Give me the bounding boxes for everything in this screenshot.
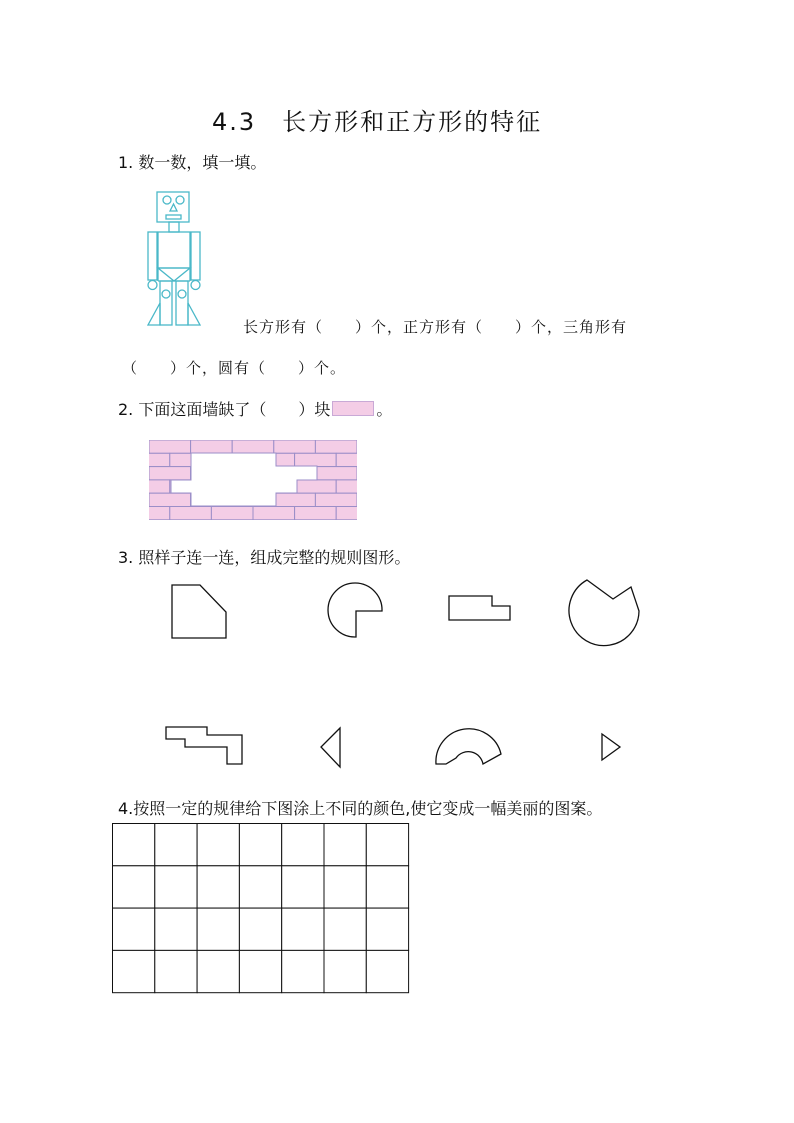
brick [232, 440, 274, 453]
question-3-label: 3. 照样子连一连，组成完整的规则图形。 [118, 548, 411, 567]
grid-cell[interactable] [324, 908, 366, 950]
robot-right-hand-circle [191, 281, 200, 290]
question-1-line-2: （ ）个，圆有（ ）个。 [122, 359, 347, 377]
brick [149, 440, 191, 453]
grid-cell[interactable] [239, 824, 281, 866]
robot-waist-triangle [158, 268, 190, 281]
robot-mouth-rect [166, 215, 181, 219]
brick [336, 453, 378, 466]
grid-cell[interactable] [282, 908, 324, 950]
question-2-label [118, 397, 392, 420]
grid-cell[interactable] [155, 866, 197, 908]
grid-cell[interactable] [113, 908, 155, 950]
brick [336, 507, 378, 520]
matching-shapes [0, 575, 794, 775]
grid-cell[interactable] [239, 866, 281, 908]
brick [295, 480, 337, 493]
brick [149, 493, 191, 506]
brick [128, 453, 170, 466]
question-1-line-1: 长方形有（ ）个，正方形有（ ）个，三角形有 [243, 318, 628, 336]
shape-right-triangle[interactable] [602, 734, 620, 760]
grid-cell[interactable] [197, 908, 239, 950]
robot-left-foot-triangle [148, 303, 160, 325]
brick [315, 493, 357, 506]
robot-body-rect [158, 232, 190, 268]
brick [295, 507, 337, 520]
robot-right-eye-circle [176, 196, 184, 204]
brick [315, 440, 357, 453]
grid-cell[interactable] [155, 824, 197, 866]
brick [315, 467, 357, 480]
shape-cut-square[interactable] [172, 585, 226, 638]
robot-left-eye-circle [163, 196, 171, 204]
brick-wall-figure [149, 440, 359, 522]
robot-right-arm-rect [191, 232, 200, 280]
question-2-label-pre: 2. 下面这面墙缺了（ ）块 [118, 400, 331, 419]
shape-step-rect-top[interactable] [449, 596, 510, 620]
brick [336, 480, 378, 493]
brick [170, 507, 212, 520]
grid-cell[interactable] [155, 950, 197, 992]
question-2-label-post: 。 [376, 400, 393, 419]
brick [253, 507, 295, 520]
brick [149, 467, 191, 480]
grid-cell[interactable] [239, 908, 281, 950]
shape-circle-notched[interactable] [569, 580, 639, 646]
brick [274, 440, 316, 453]
grid-cell[interactable] [366, 950, 408, 992]
grid-cell[interactable] [366, 866, 408, 908]
grid-cell[interactable] [197, 824, 239, 866]
grid-cell[interactable] [197, 866, 239, 908]
grid-cell[interactable] [113, 866, 155, 908]
grid-cell[interactable] [324, 866, 366, 908]
shape-left-triangle[interactable] [321, 728, 340, 767]
grid-cell[interactable] [197, 950, 239, 992]
shape-circle-missing-quarter[interactable] [328, 583, 382, 637]
robot-nose-triangle [170, 204, 177, 211]
coloring-grid[interactable] [112, 823, 412, 995]
robot-head-square [157, 192, 189, 222]
grid-cell[interactable] [282, 950, 324, 992]
page-title: 4.3 长方形和正方形的特征 [212, 108, 543, 136]
brick [274, 493, 316, 506]
question-1-label: 1. 数一数，填一填。 [118, 153, 267, 172]
robot-right-knee-circle [178, 290, 186, 298]
shape-step-rect-bottom[interactable] [166, 727, 242, 764]
brick [211, 507, 253, 520]
robot-left-arm-rect [148, 232, 157, 280]
grid-cell[interactable] [282, 824, 324, 866]
grid-cell[interactable] [324, 824, 366, 866]
grid-cell[interactable] [113, 950, 155, 992]
brick [191, 440, 233, 453]
robot-left-hand-circle [148, 281, 157, 290]
brick [295, 453, 337, 466]
shape-arc-segment[interactable] [436, 729, 501, 764]
brick [128, 480, 170, 493]
brick-sample [332, 401, 374, 416]
grid-cell[interactable] [113, 824, 155, 866]
robot-figure [140, 188, 210, 330]
brick [128, 507, 170, 520]
grid-cell[interactable] [366, 824, 408, 866]
grid-cell[interactable] [282, 866, 324, 908]
grid-cell[interactable] [155, 908, 197, 950]
question-4-label: 4.按照一定的规律给下图涂上不同的颜色,使它变成一幅美丽的图案。 [118, 799, 603, 818]
robot-right-foot-triangle [188, 303, 200, 325]
robot-left-leg-rect [160, 281, 172, 325]
grid-cell[interactable] [239, 950, 281, 992]
grid-cell[interactable] [366, 908, 408, 950]
robot-right-leg-rect [176, 281, 188, 325]
robot-left-knee-circle [162, 290, 170, 298]
robot-neck-rect [169, 222, 179, 232]
grid-cell[interactable] [324, 950, 366, 992]
